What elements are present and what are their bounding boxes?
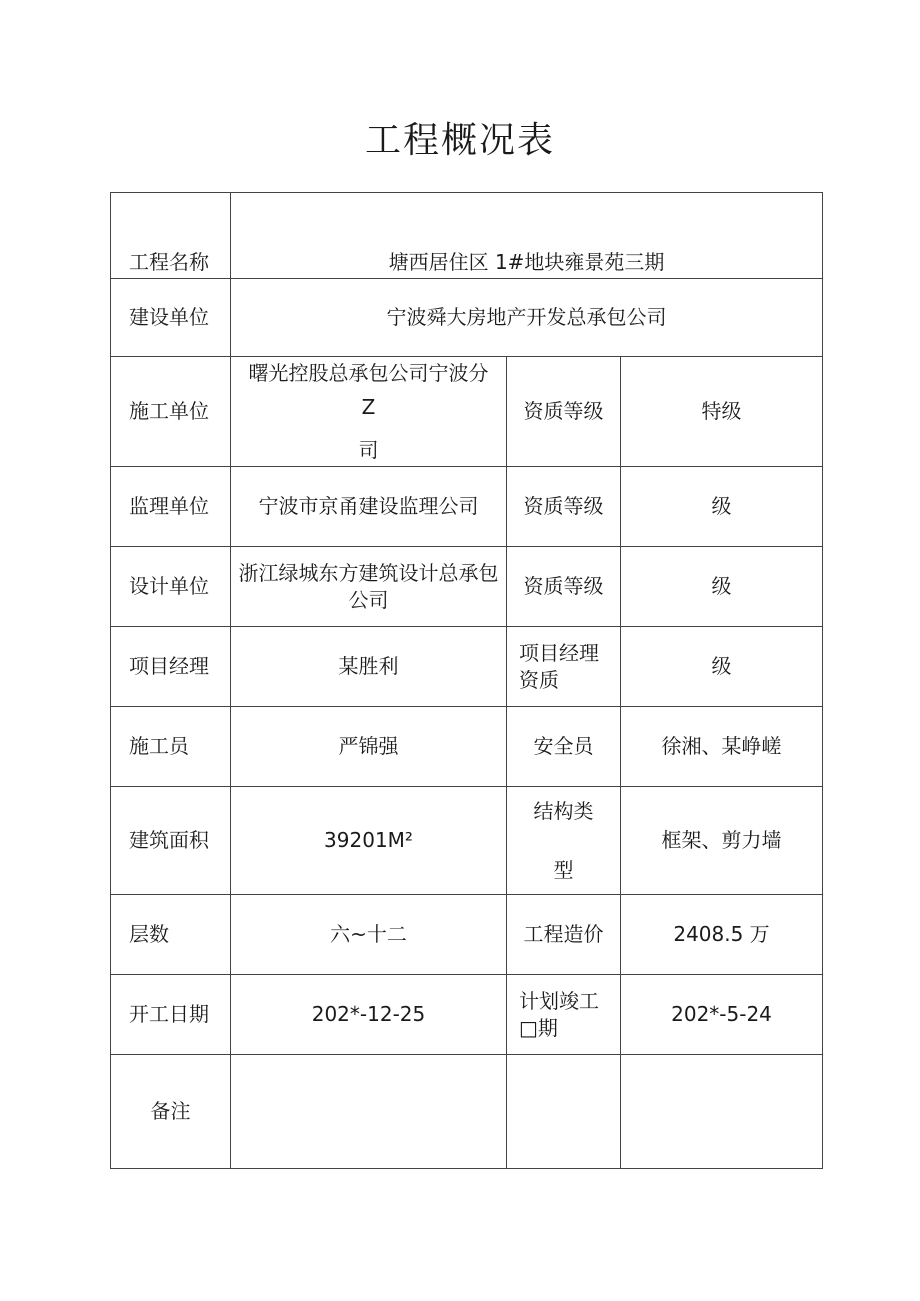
label-supervisor-qual: 资质等级: [507, 467, 621, 547]
label-staff: 施工员: [111, 707, 231, 787]
row-project-name: [111, 193, 823, 279]
project-overview-table: [110, 192, 823, 1169]
label-manager: 项目经理: [111, 627, 231, 707]
value-safety: 徐湘、某峥嵯: [621, 707, 823, 787]
row-floors: [111, 895, 823, 975]
label-designer-qual: 资质等级: [507, 547, 621, 627]
row-constructor: [111, 357, 823, 467]
row-manager: [111, 627, 823, 707]
label-developer: 建设单位: [111, 279, 231, 357]
label-finish-date: 计划竣工□期: [507, 975, 621, 1055]
label-remarks: 备注: [111, 1055, 231, 1169]
row-remarks: [111, 1055, 823, 1169]
constructor-line-1: 曙光控股总承包公司宁波分: [248, 360, 489, 385]
value-constructor-qual: 特级: [621, 357, 823, 467]
value-constructor: [231, 357, 507, 467]
value-staff: 严锦强: [231, 707, 507, 787]
row-supervisor: [111, 467, 823, 547]
label-designer: 设计单位: [111, 547, 231, 627]
row-developer: [111, 279, 823, 357]
value-floors: 六~十二: [231, 895, 507, 975]
row-designer: [111, 547, 823, 627]
label-structure: [507, 787, 621, 895]
value-supervisor: 宁波市京甬建设监理公司: [231, 467, 507, 547]
value-finish-date: 202*-5-24: [621, 975, 823, 1055]
label-project-name: 工程名称: [111, 193, 231, 279]
remarks-cell-4: [621, 1055, 823, 1169]
label-supervisor: 监理单位: [111, 467, 231, 547]
value-supervisor-qual: 级: [621, 467, 823, 547]
label-constructor: 施工单位: [111, 357, 231, 467]
label-manager-qual: 项目经理资质: [507, 627, 621, 707]
row-area: [111, 787, 823, 895]
label-cost: 工程造价: [507, 895, 621, 975]
value-designer-qual: 级: [621, 547, 823, 627]
label-constructor-qual: 资质等级: [507, 357, 621, 467]
label-start-date: 开工日期: [111, 975, 231, 1055]
constructor-line-3: 司: [358, 437, 379, 462]
value-start-date: 202*-12-25: [231, 975, 507, 1055]
constructor-line-2: Z: [361, 395, 376, 419]
label-area: 建筑面积: [111, 787, 231, 895]
value-manager-qual: 级: [621, 627, 823, 707]
value-cost: 2408.5 万: [621, 895, 823, 975]
value-project-name: 塘西居住区 1#地块雍景苑三期: [231, 193, 823, 279]
value-structure: 框架、剪力墙: [621, 787, 823, 895]
label-safety: 安全员: [507, 707, 621, 787]
label-floors: 层数: [111, 895, 231, 975]
value-developer: 宁波舜大房地产开发总承包公司: [231, 279, 823, 357]
row-dates: [111, 975, 823, 1055]
structure-label-line-2: 型: [553, 857, 574, 882]
remarks-cell-3: [507, 1055, 621, 1169]
value-manager: 某胜利: [231, 627, 507, 707]
structure-label-line-1: 结构类: [533, 798, 594, 823]
page-title: 工程概况表: [364, 120, 555, 161]
row-staff: [111, 707, 823, 787]
value-designer: 浙江绿城东方建筑设计总承包公司: [231, 547, 507, 627]
value-remarks: [231, 1055, 507, 1169]
value-area: 39201M²: [231, 787, 507, 895]
